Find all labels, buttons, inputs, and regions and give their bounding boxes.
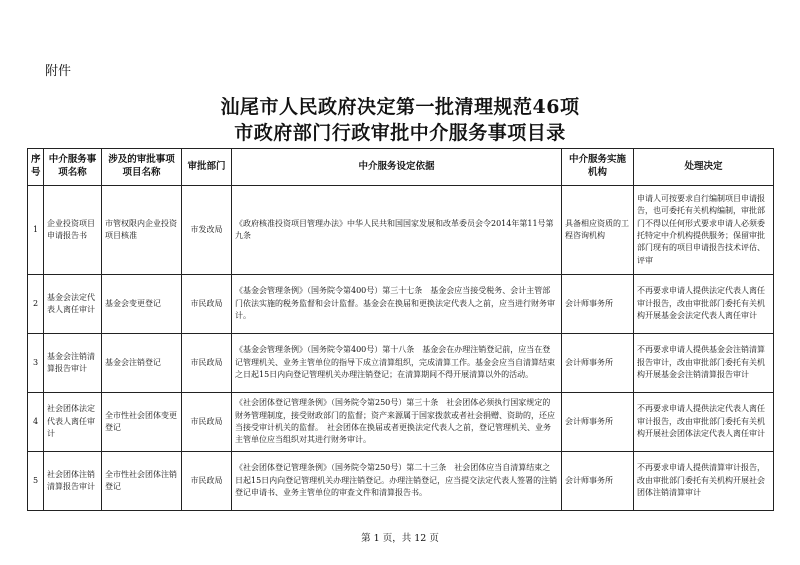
cell-service: 社会团体法定代表人离任审计 [44, 393, 102, 452]
cell-basis: 《社会团体登记管理条例》（国务院令第250号）第二十三条 社会团体应当自清算结束之日起15日内向登记管理机关办理注销登记。办理注销登记，应当提交法定代表人签署的注销登记申请书、业务主管单位的审查文件和清算报告书。 [232, 452, 562, 511]
cell-decision: 不再要求申请人提供法定代表人离任审计报告，改由审批部门委托有关机构开展基金会法定代表人离任审计 [634, 275, 774, 334]
cell-basis: 《社会团体登记管理条例》（国务院令第250号）第三十条 社会团体必须执行国家规定的财务管理制度，接受财政部门的监督；资产来源属于国家拨款或者社会捐赠、资助的，还应当接受审计机关的监督。 社会团体在换届或者更换法定代表人之前，登记管理机关、业务主管单位应当组织对其进行财务审计。 [232, 393, 562, 452]
header-dept: 审批部门 [182, 149, 232, 186]
header-decision: 处理决定 [634, 149, 774, 186]
cell-service: 基金会法定代表人离任审计 [44, 275, 102, 334]
cell-no: 2 [28, 275, 44, 334]
table-row [28, 393, 774, 452]
cell-dept: 市民政局 [182, 275, 232, 334]
page-title-line-2: 市政府部门行政审批中介服务事项目录 [234, 122, 566, 144]
cell-dept: 市发改局 [182, 186, 232, 275]
cell-agency: 会计师事务所 [562, 452, 634, 511]
page-footer: 第 1 页，共 12 页 [361, 533, 439, 544]
cell-agency: 具备相应资质的工程咨询机构 [562, 186, 634, 275]
cell-service: 社会团体注销清算报告审计 [44, 452, 102, 511]
cell-no: 4 [28, 393, 44, 452]
cell-approval: 基金会变更登记 [102, 275, 182, 334]
cell-decision: 不再要求申请人提供基金会注销清算报告审计，改由审批部门委托有关机构开展基金会注销清算报告审计 [634, 334, 774, 393]
service-catalog-table [27, 148, 774, 511]
table-row [28, 275, 774, 334]
header-no: 序号 [28, 149, 44, 186]
cell-decision: 不再要求申请人提供法定代表人离任审计报告，改由审批部门委托有关机构开展社会团体法定代表人离任审计 [634, 393, 774, 452]
page-title-line-1: 汕尾市人民政府决定第一批清理规范46项 [220, 96, 580, 118]
cell-service: 基金会注销清算报告审计 [44, 334, 102, 393]
table-row [28, 334, 774, 393]
cell-approval: 市管权限内企业投资项目核准 [102, 186, 182, 275]
cell-basis: 《政府核准投资项目管理办法》中华人民共和国国家发展和改革委员会令2014年第11号第九条 [232, 186, 562, 275]
header-service: 中介服务事项名称 [44, 149, 102, 186]
header-approval: 涉及的审批事项项目名称 [102, 149, 182, 186]
cell-basis: 《基金会管理条例》（国务院令第400号）第三十七条 基金会应当接受税务、会计主管部门依法实施的税务监督和会计监督。基金会在换届和更换法定代表人之前，应当进行财务审计。 [232, 275, 562, 334]
cell-approval: 基金会注销登记 [102, 334, 182, 393]
cell-approval: 全市性社会团体变更登记 [102, 393, 182, 452]
header-basis: 中介服务设定依据 [232, 149, 562, 186]
cell-agency: 会计师事务所 [562, 275, 634, 334]
table-row [28, 186, 774, 275]
cell-approval: 全市性社会团体注销登记 [102, 452, 182, 511]
cell-dept: 市民政局 [182, 393, 232, 452]
cell-decision: 不再要求申请人提供清算审计报告，改由审批部门委托有关机构开展社会团体注销清算审计 [634, 452, 774, 511]
cell-no: 5 [28, 452, 44, 511]
cell-agency: 会计师事务所 [562, 393, 634, 452]
cell-decision: 申请人可按要求自行编制项目申请报告，也可委托有关机构编制，审批部门不得以任何形式要求申请人必须委托特定中介机构提供服务；保留审批部门现有的项目申请报告技术评估、评审 [634, 186, 774, 275]
table-header-row [28, 149, 774, 186]
cell-service: 企业投资项目申请报告书 [44, 186, 102, 275]
attachment-label: 附件 [45, 64, 72, 79]
cell-dept: 市民政局 [182, 452, 232, 511]
cell-no: 1 [28, 186, 44, 275]
table-row [28, 452, 774, 511]
cell-no: 3 [28, 334, 44, 393]
header-agency: 中介服务实施机构 [562, 149, 634, 186]
cell-agency: 会计师事务所 [562, 334, 634, 393]
cell-basis: 《基金会管理条例》（国务院令第400号）第十八条 基金会在办理注销登记前，应当在登记管理机关、业务主管单位的指导下成立清算组织，完成清算工作。基金会应当自清算结束之日起15日内向登记管理机关办理注销登记；在清算期间不得开展清算以外的活动。 [232, 334, 562, 393]
cell-dept: 市民政局 [182, 334, 232, 393]
